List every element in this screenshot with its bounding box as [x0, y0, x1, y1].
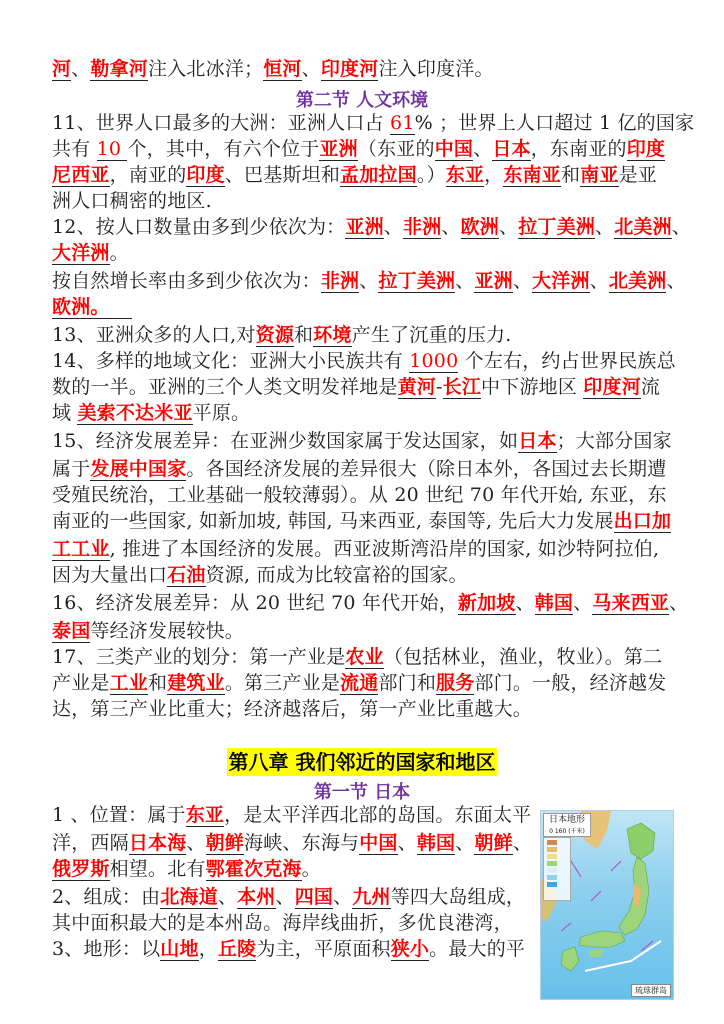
- map-title-text: 日本地形: [548, 815, 585, 825]
- answer-highlight: 建筑业: [167, 672, 225, 694]
- answer-highlight: 九州: [352, 886, 391, 908]
- answer-highlight: 日本: [492, 138, 531, 160]
- chapter-title: 第八章 我们邻近的国家和地区: [228, 750, 496, 774]
- text: 、: [275, 886, 295, 908]
- answer-highlight: 北海道: [160, 886, 218, 908]
- text: 、: [666, 270, 686, 292]
- text: ，: [484, 164, 504, 186]
- text-line: [52, 482, 672, 510]
- answer-highlight: 南亚: [580, 164, 619, 186]
- answer-highlight: 大洋洲: [52, 242, 110, 264]
- text: 。第三产业是: [224, 672, 341, 694]
- answer-highlight: 61: [390, 112, 415, 134]
- text: 、: [512, 270, 533, 292]
- answer-highlight: 拉丁美洲: [518, 216, 596, 238]
- text: 平原。: [192, 402, 251, 424]
- text-line: [52, 428, 672, 456]
- text: % ；世界上人口超过 1 亿的国家: [414, 112, 695, 134]
- text: 16、经济发展差异：从 20 世纪 70 年代开始，: [52, 592, 458, 614]
- answer-highlight: 亚洲: [474, 270, 513, 292]
- text: 部门。一般，经济越发: [474, 672, 667, 694]
- section-title: 第二节 人文环境: [295, 90, 429, 111]
- text: 。: [301, 858, 321, 880]
- text: 达，第三产业比重大；经济越落后，第一产业比重越大。: [52, 698, 533, 720]
- answer-highlight: 勒拿河: [90, 58, 149, 80]
- answer-highlight: 发展中国家: [90, 458, 187, 480]
- text: 注入印度洋。: [378, 58, 494, 80]
- text: 、: [573, 592, 593, 614]
- text: 为主，平原面积: [256, 938, 391, 960]
- text: 、: [397, 832, 417, 854]
- text: 、: [383, 216, 403, 238]
- text: 、: [595, 216, 615, 238]
- answer-highlight: 印度: [626, 138, 666, 160]
- text: 属于: [52, 458, 91, 480]
- text: 是亚: [618, 164, 657, 186]
- text: 、: [499, 216, 519, 238]
- text: 注入北冰洋；: [148, 58, 264, 80]
- answer-highlight: 流通: [340, 672, 379, 694]
- text-line: [52, 348, 676, 376]
- answer-highlight: 资源: [255, 324, 295, 346]
- answer-highlight: 河: [52, 58, 72, 80]
- text-line: [52, 590, 689, 618]
- text-line: [52, 562, 672, 590]
- text: 2、组成：由: [52, 886, 161, 908]
- answer-highlight: 石油: [167, 564, 206, 586]
- text: 洋，西隔: [52, 832, 129, 854]
- answer-highlight: 欧洲: [460, 216, 500, 238]
- answer-highlight: 亚洲: [319, 138, 358, 160]
- answer-highlight: 欧洲。: [52, 296, 132, 319]
- text: 、: [589, 270, 609, 292]
- text-line: [52, 536, 672, 564]
- answer-highlight: 印度河: [320, 58, 379, 80]
- answer-highlight: 东南亚: [503, 164, 561, 186]
- text: 、: [441, 216, 461, 238]
- answer-highlight: 马来西亚: [592, 592, 670, 614]
- answer-highlight: 东亚: [185, 804, 225, 826]
- text: 洲人口稠密的地区.: [52, 190, 212, 212]
- text-line: [52, 618, 672, 646]
- text-line: [52, 856, 532, 884]
- text: 域: [52, 402, 78, 424]
- text: 、: [671, 216, 692, 238]
- text: 13、亚洲众多的人口,对: [52, 324, 256, 346]
- text: 和: [560, 164, 581, 186]
- map-legend: [543, 837, 571, 901]
- text-line: [52, 268, 686, 296]
- text: 个左右，约占世界民族总: [458, 350, 676, 372]
- text: 。: [109, 242, 129, 264]
- text: 相望。北有: [109, 858, 206, 880]
- text: 1 、位置：属于: [52, 804, 186, 826]
- answer-highlight: 黄河: [397, 376, 437, 398]
- text: （包括林业，渔业，牧业）。第二: [383, 646, 663, 668]
- answer-highlight: 1000: [409, 350, 459, 372]
- text: 、: [515, 592, 535, 614]
- text: 部门和: [378, 672, 437, 694]
- answer-highlight: 恒河: [263, 58, 302, 80]
- answer-highlight: 10: [96, 138, 128, 160]
- text: -: [436, 376, 443, 398]
- text-line: [52, 910, 532, 938]
- answer-highlight: 新加坡: [457, 592, 516, 614]
- answer-highlight: 亚洲: [345, 216, 384, 238]
- text-line: [52, 214, 692, 242]
- text-line: [52, 162, 672, 190]
- text: 、巴基斯坦和: [224, 164, 341, 186]
- text-line: [52, 110, 695, 138]
- text: ，: [198, 938, 218, 960]
- answer-highlight: 环境: [313, 324, 352, 346]
- text: 资源, 而成为比较富裕的国家。: [205, 564, 468, 586]
- text: ，南亚的: [109, 164, 187, 186]
- text: 其中面积最大的是本州岛。海岸线曲折，多优良港湾，: [52, 912, 513, 934]
- answer-highlight: 日本海: [128, 832, 187, 854]
- text: 、: [333, 886, 353, 908]
- answer-highlight: 韩国: [416, 832, 456, 854]
- answer-highlight: 本州: [237, 886, 276, 908]
- text-line: [52, 374, 672, 402]
- text: 、: [473, 138, 493, 160]
- text-line: [52, 802, 532, 830]
- text: 、: [455, 270, 475, 292]
- answer-highlight: 尼西亚: [52, 164, 110, 186]
- text: 流: [640, 376, 661, 398]
- text-line: [52, 136, 672, 164]
- text-line: [52, 508, 672, 536]
- answer-highlight: 非洲: [403, 216, 442, 238]
- text: 、: [217, 886, 238, 908]
- text: 、: [512, 832, 533, 854]
- text: 因为大量出口: [52, 564, 168, 586]
- text: 数的一半。亚洲的三个人类文明发祥地是: [52, 376, 398, 398]
- text: , 推进了本国经济的发展。西亚波斯湾沿岸的国家, 如沙特阿拉伯,: [109, 538, 660, 560]
- answer-highlight: 中国: [434, 138, 474, 160]
- answer-highlight: 北美洲: [608, 270, 667, 292]
- answer-highlight: 日本: [518, 430, 557, 452]
- answer-highlight: 韩国: [534, 592, 574, 614]
- text-line: [52, 830, 532, 858]
- text: ，东南亚的: [530, 138, 627, 160]
- text: 海峡、东海与: [244, 832, 360, 854]
- answer-highlight: 工工业: [52, 538, 110, 560]
- answer-highlight: 美索不达米亚: [77, 402, 193, 424]
- text: （东亚的: [357, 138, 435, 160]
- text: 、: [359, 270, 379, 292]
- text-line: [52, 936, 532, 964]
- text-line: [52, 56, 672, 84]
- answer-highlight: 出口加: [613, 510, 672, 532]
- text: 产生了沉重的压力.: [351, 324, 512, 346]
- text: 。最大的平: [429, 938, 526, 960]
- map-inset-label: 琉球群岛: [631, 984, 671, 997]
- answer-highlight: 四国: [294, 886, 334, 908]
- text: 、: [301, 58, 321, 80]
- text: 11、世界人口最多的大洲：亚洲人口占: [52, 112, 391, 134]
- chapter-heading: [0, 748, 724, 776]
- text-line: [52, 294, 672, 322]
- text: 、: [71, 58, 91, 80]
- text-line: [52, 884, 532, 912]
- answer-highlight: 大洋洲: [532, 270, 590, 292]
- answer-highlight: 长江: [442, 376, 482, 398]
- text: 3、地形：以: [52, 938, 161, 960]
- text: 15、经济发展差异：在亚洲少数国家属于发达国家，如: [52, 430, 519, 452]
- text: 12、按人口数量由多到少依次为：: [52, 216, 346, 238]
- text-line: [52, 456, 672, 484]
- japan-terrain-map: [540, 810, 674, 1000]
- answer-highlight: 狭小: [390, 938, 430, 960]
- text: 和: [294, 324, 314, 346]
- text-line: [52, 696, 672, 724]
- text: ，是太平洋西北部的岛国。东面太平: [224, 804, 532, 826]
- text: 等四大岛组成，: [390, 886, 526, 908]
- answer-highlight: 拉丁美洲: [378, 270, 456, 292]
- text: 中下游地区: [481, 376, 584, 398]
- answer-highlight: 鄂霍次克海: [205, 858, 302, 880]
- text: 共有: [52, 138, 97, 160]
- text-line: [52, 188, 672, 216]
- text: 产业是: [52, 672, 110, 694]
- answer-highlight: 农业: [345, 646, 384, 668]
- answer-highlight: 印度河: [583, 376, 641, 398]
- answer-highlight: 印度: [186, 164, 225, 186]
- text: 个，其中，有六个位于: [127, 138, 320, 160]
- answer-highlight: 服务: [436, 672, 475, 694]
- text-line: [52, 670, 672, 698]
- text: 受殖民统治，工业基础一般较薄弱）。从 20 世纪 70 年代开始, 东亚，东: [52, 484, 667, 506]
- text: 。各国经济发展的差异很大（除日本外，各国过去长期遭: [186, 458, 667, 480]
- text: 按自然增长率由多到少依次为：: [52, 270, 321, 292]
- text: 等经济发展较快。: [90, 620, 245, 642]
- answer-highlight: 朝鲜: [205, 832, 245, 854]
- answer-highlight: 山地: [160, 938, 199, 960]
- section-title: 第一节 日本: [313, 782, 411, 803]
- text-line: [52, 400, 672, 428]
- text: 南亚的一些国家, 如新加坡, 韩国, 马来西亚, 泰国等, 先后大力发展: [52, 510, 614, 532]
- answer-highlight: 朝鲜: [474, 832, 513, 854]
- text: 14、多样的地域文化：亚洲大小民族共有: [52, 350, 410, 372]
- text: 和: [148, 672, 168, 694]
- text-line: [52, 644, 672, 672]
- text: ；大部分国家: [556, 430, 672, 452]
- answer-highlight: 俄罗斯: [52, 858, 110, 880]
- answer-highlight: 非洲: [320, 270, 360, 292]
- answer-highlight: 北美洲: [614, 216, 672, 238]
- answer-highlight: 东亚: [445, 164, 485, 186]
- text: 、: [669, 592, 689, 614]
- map-title: [543, 813, 591, 837]
- text: 17、三类产业的划分：第一产业是: [52, 646, 346, 668]
- text: 、: [455, 832, 475, 854]
- answer-highlight: 工业: [109, 672, 149, 694]
- answer-highlight: 孟加拉国: [340, 164, 417, 186]
- map-scale: 0 160 (千米): [549, 828, 585, 835]
- answer-highlight: 泰国: [52, 620, 91, 642]
- text-line: [52, 322, 672, 350]
- text: 、: [186, 832, 206, 854]
- answer-highlight: 丘陵: [217, 938, 257, 960]
- answer-highlight: 中国: [359, 832, 398, 854]
- text: 。）: [416, 164, 446, 186]
- text-line: [52, 240, 672, 268]
